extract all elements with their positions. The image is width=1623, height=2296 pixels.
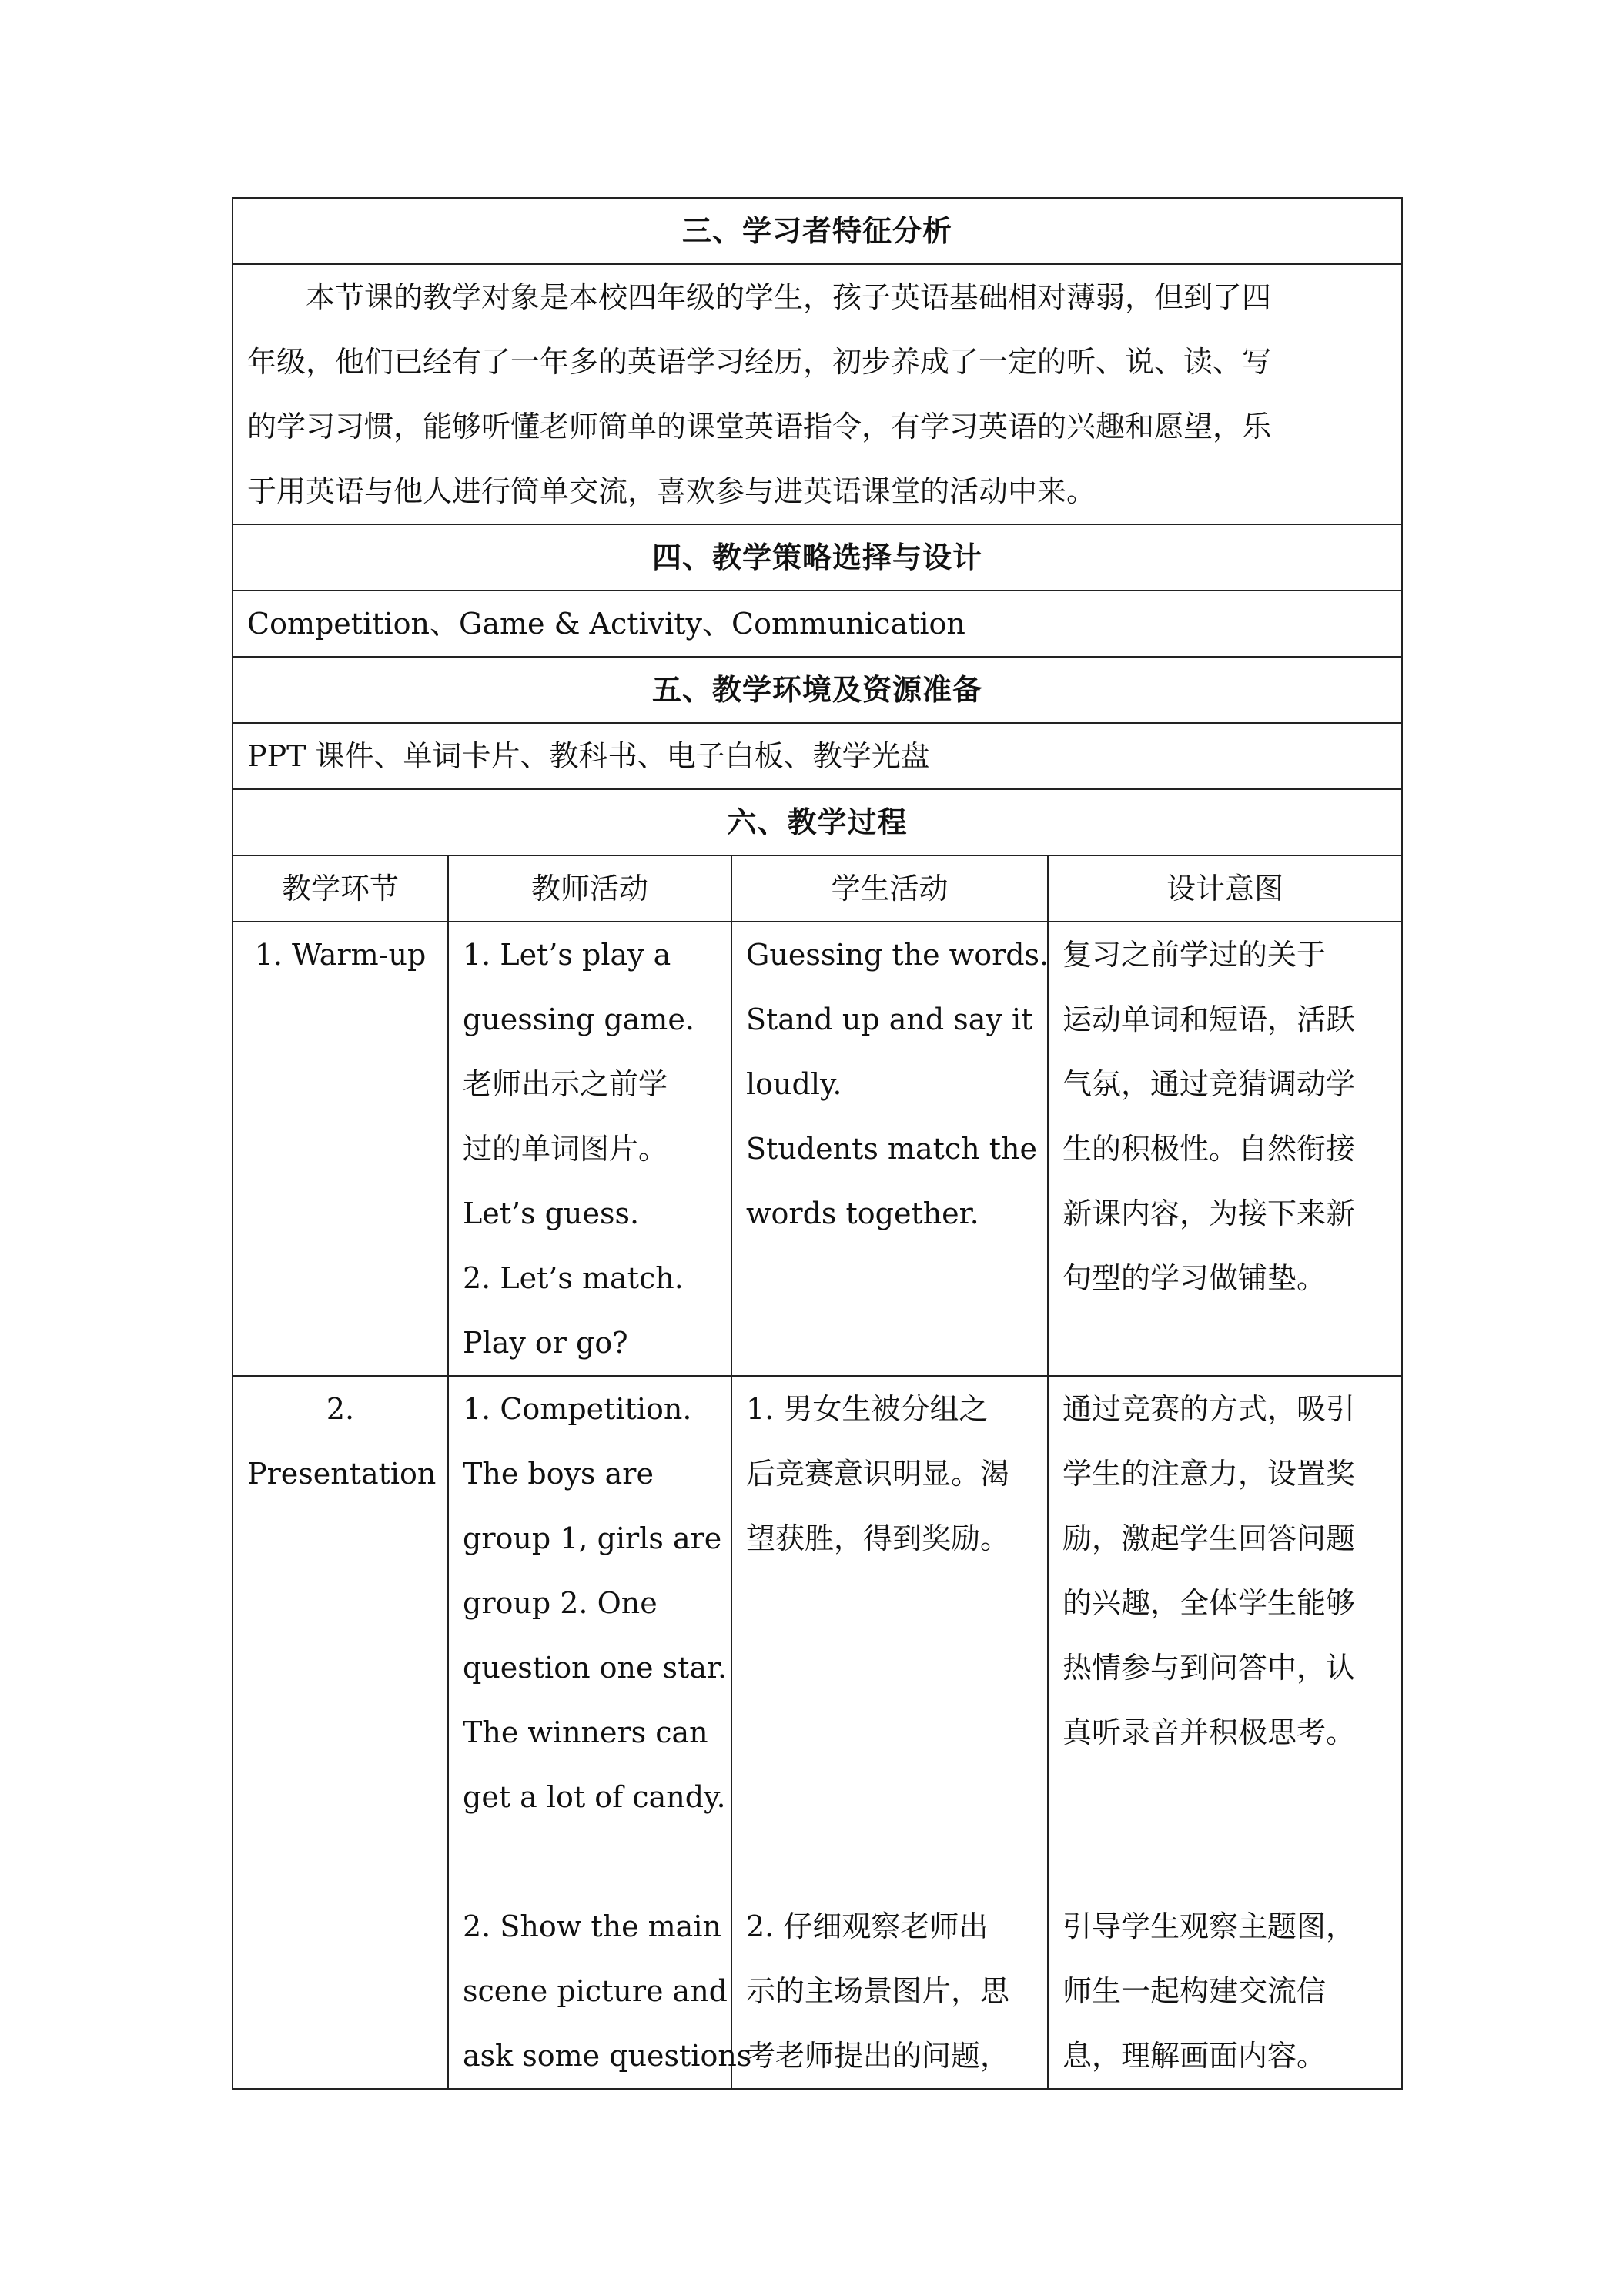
section3-title-row (233, 198, 1402, 264)
teacher-activity-cell (448, 922, 731, 1376)
cell-line: question one star. (463, 1651, 728, 1685)
col-header-purpose: 设计意图 (1048, 855, 1402, 922)
cell-line: 老师出示之前学 (463, 1067, 668, 1101)
teacher-activity-cell (448, 1376, 752, 2089)
cell-line: 新课内容，为接下来新 (1062, 1197, 1356, 1230)
cell-line: get a lot of candy. (463, 1780, 726, 1814)
section4-content: Competition、Game & Activity、Communication (233, 591, 1402, 657)
spacer (746, 1829, 1033, 1894)
section4-title-row (233, 524, 1402, 591)
section5-content: PPT 课件、单词卡片、教科书、电子白板、教学光盘 (233, 723, 1402, 789)
cell-line: Play or go? (463, 1326, 628, 1360)
section6-title-row (233, 789, 1402, 855)
spacer (1062, 1829, 1387, 1894)
spacer (1062, 1765, 1387, 1829)
section4-content-row (233, 591, 1402, 657)
paragraph-line: 于用英语与他人进行简单交流，喜欢参与进英语课堂的活动中来。 (247, 474, 1096, 508)
cell-line: 过的单词图片。 (463, 1132, 668, 1166)
process-header-row (233, 855, 1402, 922)
section5-content-row (233, 723, 1402, 789)
col-header-teacher: 教师活动 (448, 855, 731, 922)
cell-line: Let’s guess. (463, 1197, 640, 1230)
cell-line: Guessing the words. (746, 938, 1049, 972)
cell-line: 1. Competition. (463, 1392, 692, 1426)
spacer (746, 1700, 1033, 1765)
cell-line: 息，理解画面内容。 (1062, 2039, 1327, 2073)
cell-line: The winners can (463, 1715, 708, 1749)
section6-title: 六、教学过程 (233, 789, 1402, 855)
paragraph-line: 本节课的教学对象是本校四年级的学生，孩子英语基础相对薄弱，但到了四 (306, 280, 1272, 314)
section3-content-row (233, 264, 1402, 524)
cell-line: 示的主场景图片，思 (746, 1974, 1010, 2008)
cell-line: 复习之前学过的关于 (1062, 938, 1327, 972)
cell-line: 师生一起构建交流信 (1062, 1974, 1327, 2008)
spacer (746, 1635, 1033, 1700)
spacer (463, 1829, 717, 1894)
section3-paragraph (233, 264, 1402, 524)
cell-line: 热情参与到问答中，认 (1062, 1651, 1356, 1685)
cell-line: 运动单词和短语，活跃 (1062, 1002, 1356, 1036)
cell-line: 望获胜，得到奖励。 (746, 1521, 1010, 1555)
design-purpose-cell (1048, 1376, 1402, 2089)
stage-label: 2. (326, 1392, 355, 1426)
cell-line: group 1, girls are (463, 1521, 722, 1555)
cell-line: words together. (746, 1197, 979, 1230)
student-activity-cell (731, 1376, 1048, 2089)
cell-line: 励，激起学生回答问题 (1062, 1521, 1356, 1555)
cell-line: ask some questions (463, 2039, 752, 2073)
cell-line: 2. 仔细观察老师出 (746, 1909, 989, 1943)
paragraph-line: 的学习习惯，能够听懂老师简单的课堂英语指令，有学习英语的兴趣和愿望，乐 (247, 410, 1272, 443)
cell-line: 气氛，通过竞猜调动学 (1062, 1067, 1356, 1101)
cell-line: 真听录音并积极思考。 (1062, 1715, 1356, 1749)
spacer (746, 1571, 1033, 1635)
cell-line: group 2. One (463, 1586, 658, 1620)
stage-cell (233, 922, 448, 1376)
cell-line: loudly. (746, 1067, 842, 1101)
cell-line: 2. Show the main (463, 1909, 721, 1943)
cell-line: 的兴趣，全体学生能够 (1062, 1586, 1356, 1620)
cell-line: The boys are (463, 1457, 654, 1491)
lesson-plan-table (232, 197, 1403, 2090)
cell-line: guessing game. (463, 1002, 694, 1036)
cell-line: 通过竞赛的方式，吸引 (1062, 1392, 1356, 1426)
cell-line: 句型的学习做铺垫。 (1062, 1261, 1327, 1295)
section3-title: 三、学习者特征分析 (233, 198, 1402, 264)
stage-cell (233, 1376, 448, 2089)
cell-line: 考老师提出的问题， (746, 2039, 1010, 2073)
cell-line: Stand up and say it (746, 1002, 1033, 1036)
spacer (746, 1765, 1033, 1829)
stage-label: 1. Warm-up (254, 938, 427, 972)
design-purpose-cell (1048, 922, 1402, 1376)
section4-title: 四、教学策略选择与设计 (233, 524, 1402, 591)
cell-line: 引导学生观察主题图， (1062, 1909, 1356, 1943)
section5-title: 五、教学环境及资源准备 (233, 657, 1402, 723)
cell-line: 生的积极性。自然衔接 (1062, 1132, 1356, 1166)
paragraph-line: 年级，他们已经有了一年多的英语学习经历，初步养成了一定的听、说、读、写 (247, 345, 1272, 379)
cell-line: scene picture and (463, 1974, 728, 2008)
section5-title-row (233, 657, 1402, 723)
col-header-student: 学生活动 (731, 855, 1048, 922)
cell-line: Students match the (746, 1132, 1037, 1166)
col-header-stage: 教学环节 (233, 855, 448, 922)
cell-line: 1. Let’s play a (463, 938, 671, 972)
table-row (233, 922, 1402, 1376)
stage-label: Presentation (247, 1457, 437, 1491)
table-row (233, 1376, 1402, 2089)
student-activity-cell (731, 922, 1048, 1376)
cell-line: 学生的注意力，设置奖 (1062, 1457, 1356, 1491)
cell-line: 1. 男女生被分组之 (746, 1392, 989, 1426)
cell-line: 2. Let’s match. (463, 1261, 684, 1295)
cell-line: 后竞赛意识明显。渴 (746, 1457, 1010, 1491)
